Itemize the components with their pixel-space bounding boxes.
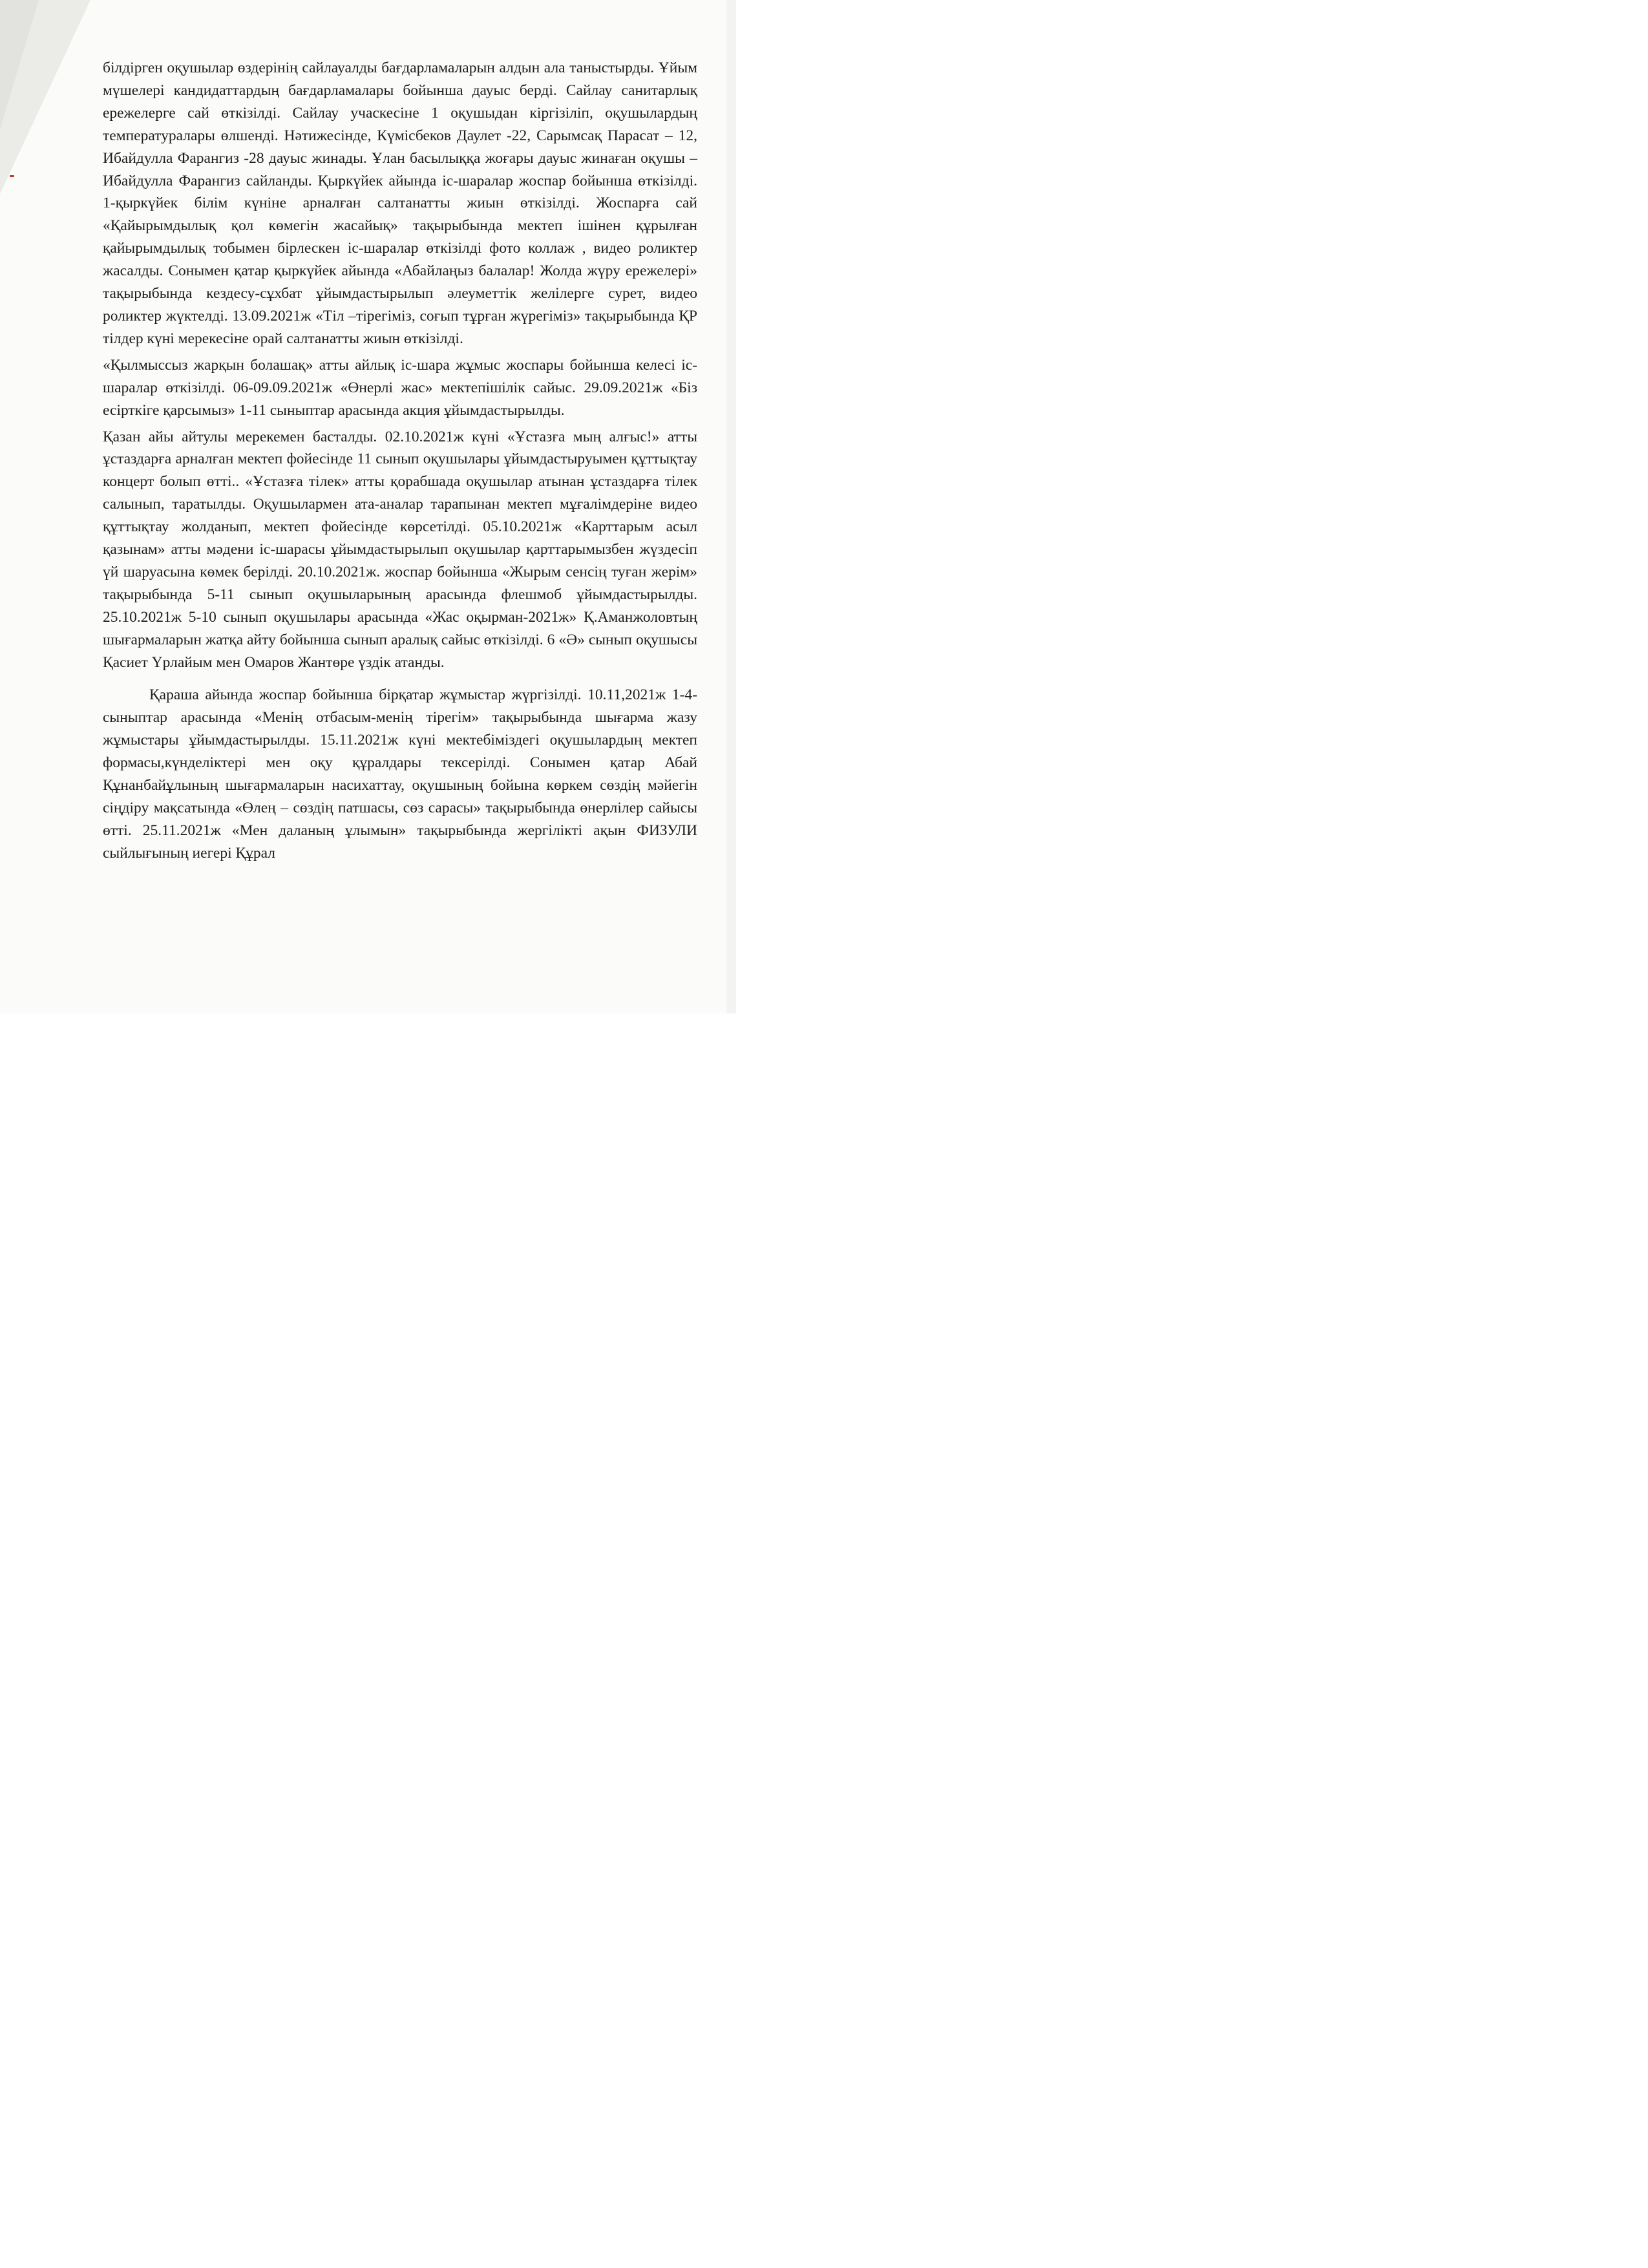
paragraph-1: білдірген оқушылар өздерінің сайлауалды бағдарламаларын алдын ала таныстырды. Ұйым мүшелері кандидаттардың бағдарламалары бойынша дауыс берді. Сайлау санитарлық ережелерге сай өткізілді. Сайлау учаскесіне 1 оқушыдан кіргізіліп, оқушылардың температуралары өлшенді. Нәтижесінде, Күмісбеков Даулет -22, Сарымсақ Парасат – 12, Ибайдулла Фарангиз -28 дауыс жинады. Ұлан басылыққа жоғары дауыс жинаған оқушы – Ибайдулла Фарангиз сайланды. Қыркүйек айында іс-шаралар жоспар бойынша өткізілді. 1-қыркүйек білім күніне арналған салтанатты жиын өткізілді. Жоспарға сай «Қайырымдылық қол көмегін жасайық» тақырыбында мектеп ішінен құрылған қайырымдылық тобымен бірлескен іс-шаралар өткізілді фото коллаж , видео роликтер жасалды. Сонымен қатар қыркүйек айында «Абайлаңыз балалар! Жолда жүру ережелері» тақырыбында кездесу-сұхбат ұйымдастырылып әлеуметтік желілерге сурет, видео роликтер жүктелді. 13.09.2021ж «Тіл –тірегіміз, соғып тұрған жүрегіміз» тақырыбында ҚР тілдер күні мерекесіне орай салтанатты жиын өткізілді. bbox=[103, 59, 697, 347]
paragraph-2: «Қылмыссыз жарқын болашақ» атты айлық іс-шара жұмыс жоспары бойынша келесі іс-шаралар өткізілді. 06-09.09.2021ж «Өнерлі жас» мектепішілік сайыс. 29.09.2021ж «Біз есірткіге қарсымыз» 1-11 сыныптар арасында акция ұйымдастырылды. bbox=[103, 356, 697, 419]
scanned-page bbox=[0, 0, 736, 1013]
paragraph-3: Қазан айы айтулы мерекемен басталды. 02.10.2021ж күні «Ұстазға мың алғыс!» атты ұстаздарға арналған мектеп фойесінде 11 сынып оқушылары ұйымдастыруымен құттықтау концерт болып өтті.. «Ұстазға тілек» атты қорабшада оқушылар атынан ұстаздарға тілек салынып, таратылды. Оқушылармен ата-аналар тарапынан мектеп мұғалімдеріне видео құттықтау жолданып, мектеп фойесінде көрсетілді. 05.10.2021ж «Карттарым асыл қазынам» атты мәдени іс-шарасы ұйымдастырылып оқушылар қарттарымызбен жүздесіп үй шаруасына көмек берілді. 20.10.2021ж. жоспар бойынша «Жырым сенсің туған жерім» тақырыбында 5-11 сынып оқушыларының арасында флешмоб ұйымдастырылды. 25.10.2021ж 5-10 сынып оқушылары арасында «Жас оқырман-2021ж» Қ.Аманжоловтың шығармаларын жатқа айту бойынша сынып аралық сайыс өткізілді. 6 «Ә» сынып оқушысы Қасиет Үрлайым мен Омаров Жантөре үздік атанды. bbox=[103, 428, 697, 671]
margin-mark bbox=[10, 175, 14, 177]
document-body bbox=[103, 57, 697, 865]
paragraph-4: Қараша айында жоспар бойынша бірқатар жұмыстар жүргізілді. 10.11,2021ж 1-4- сыныптар арасында «Менің отбасым-менің тірегім» тақырыбында шығарма жазу жұмыстары ұйымдастырылды. 15.11.2021ж күні мектебіміздегі оқушылардың мектеп формасы,күнделіктері мен оқу құралдары тексерілді. Сонымен қатар Абай Құнанбайұлының шығармаларын насихаттау, оқушының бойына көркем сөздің мәйегін сіңдіру мақсатында «Өлең – сөздің патшасы, сөз сарасы» тақырыбында өнерлілер сайысы өтті. 25.11.2021ж «Мен даланың ұлымын» тақырыбында жергілікті ақын ФИЗУЛИ сыйлығының иегері Құрал bbox=[103, 686, 697, 862]
